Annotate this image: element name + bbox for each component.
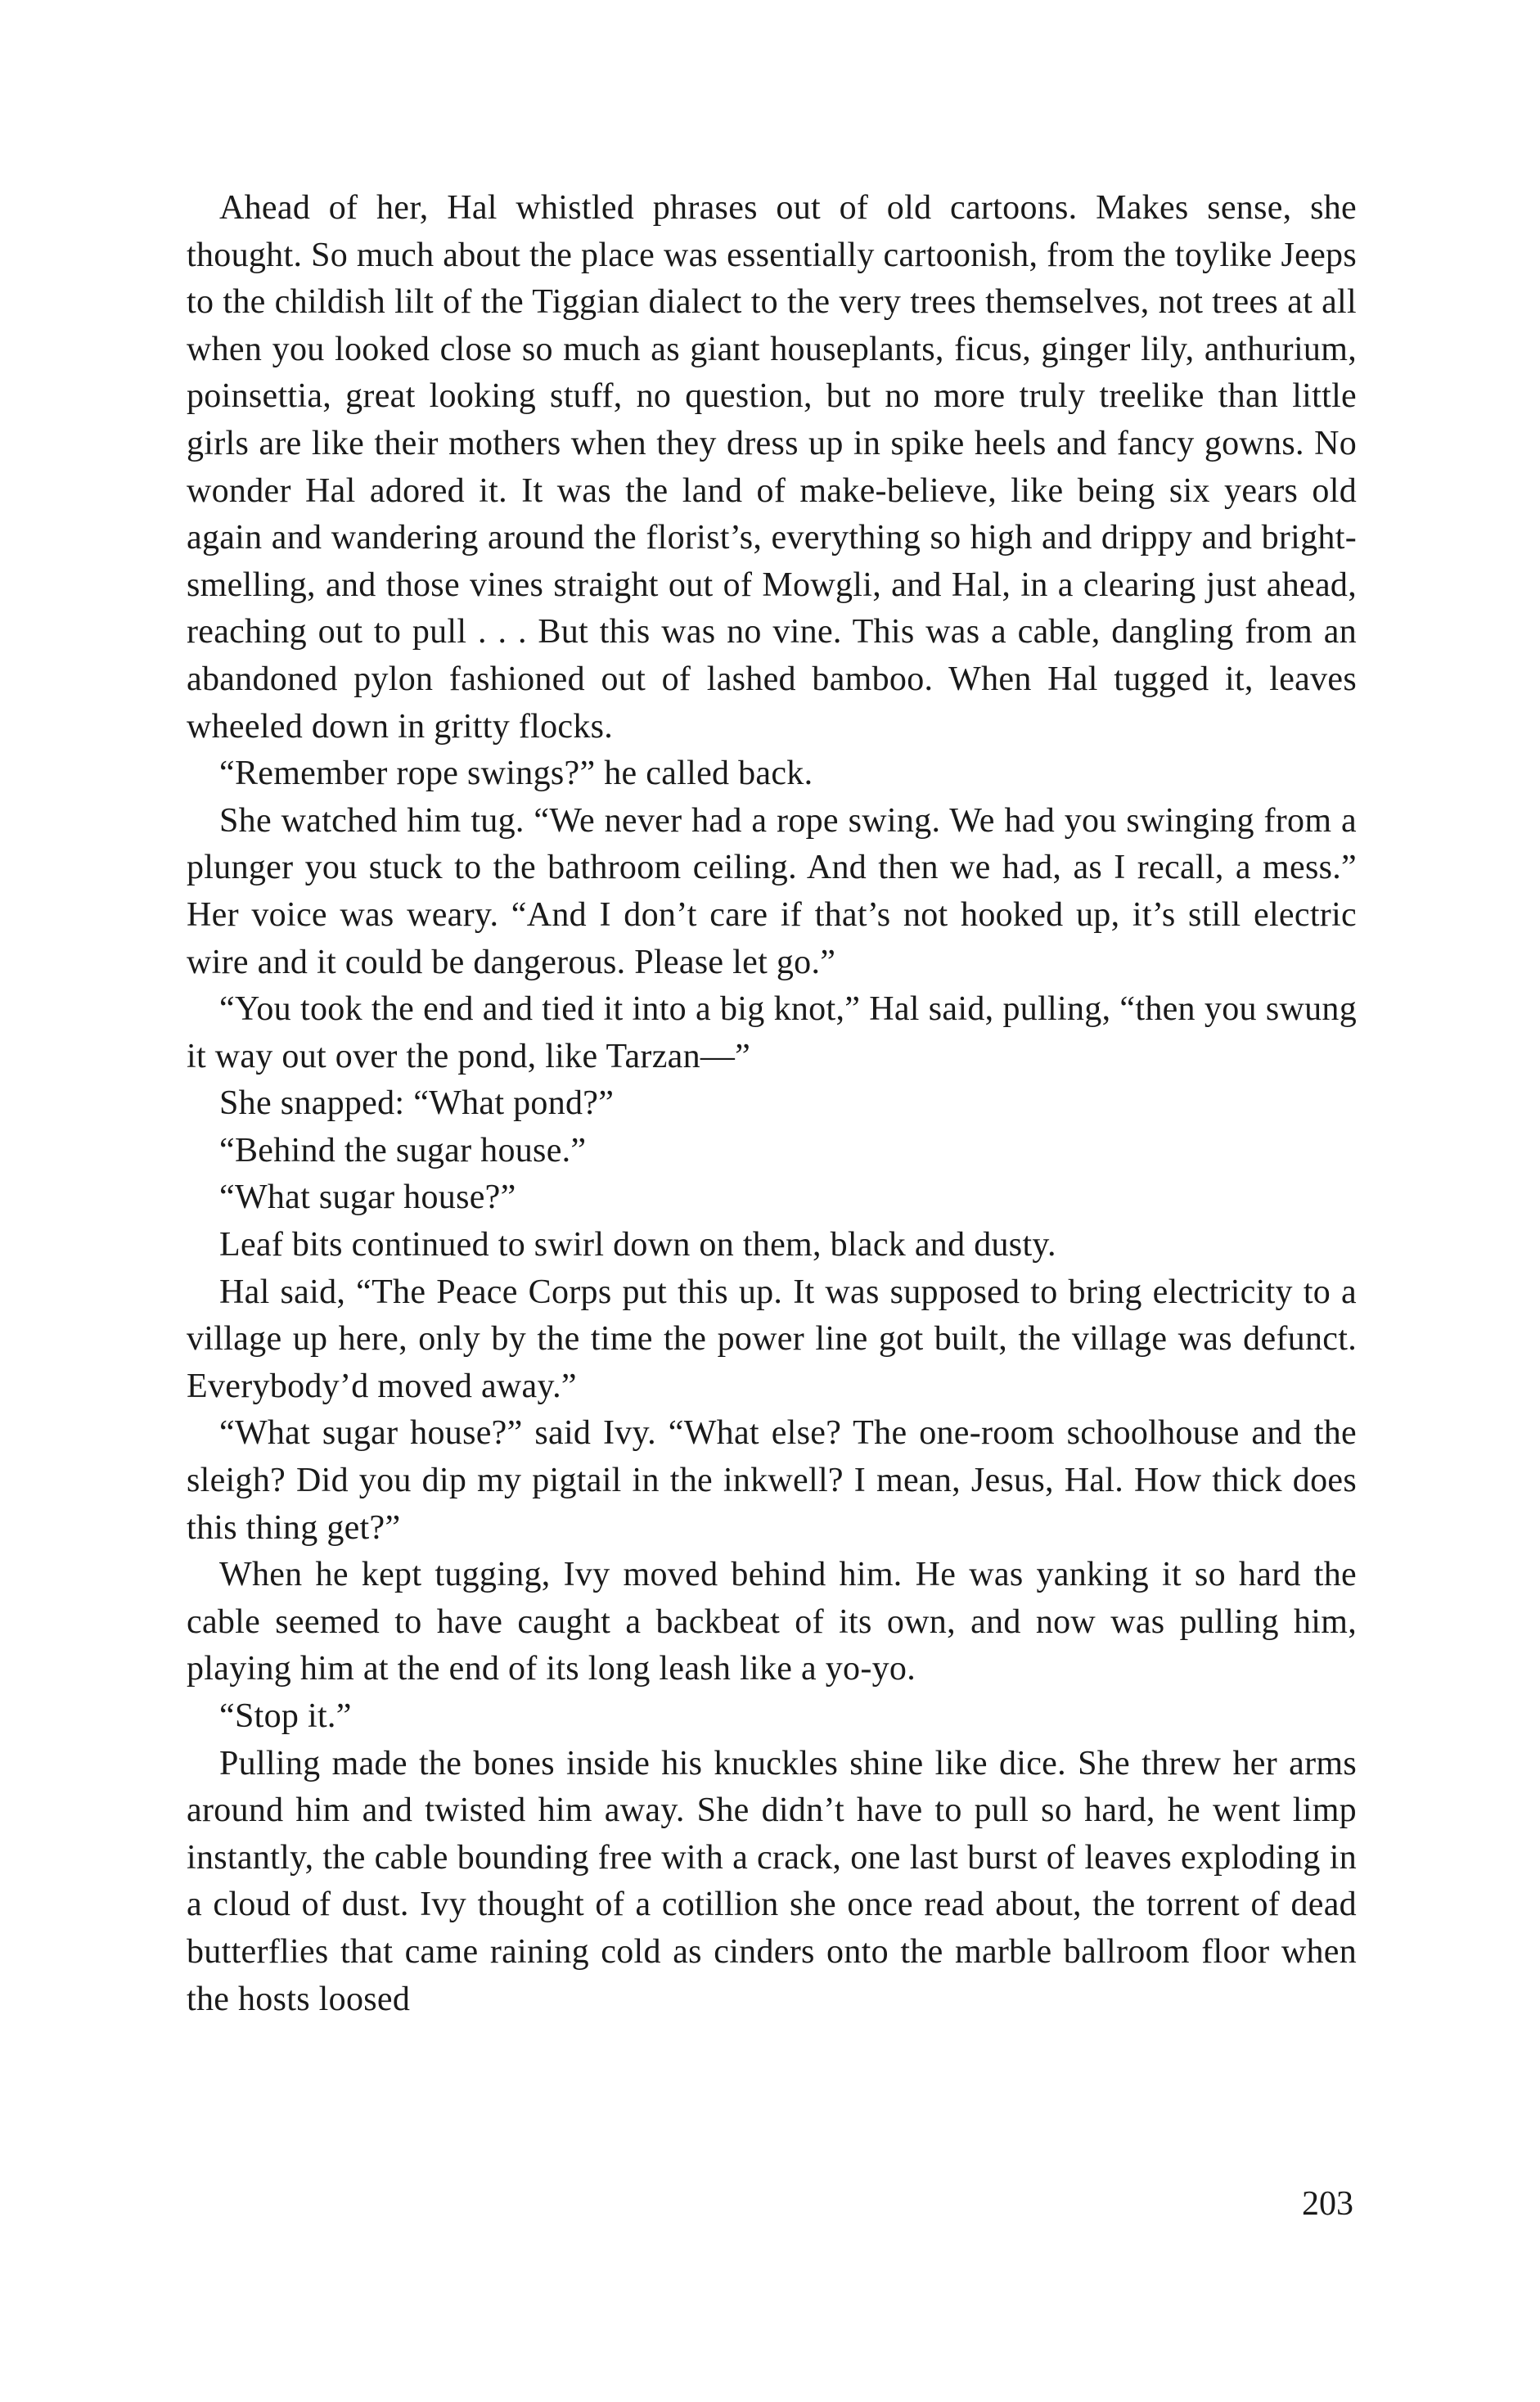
body-text bbox=[187, 185, 1357, 2023]
paragraph: When he kept tugging, Ivy moved behind him. He was yanking it so hard the cable seemed to have caught a backbeat of its own, and now was pulling him, playing him at the end of its long leash like a yo-yo. bbox=[187, 1556, 1357, 1688]
paragraph: Hal said, “The Peace Corps put this up. It was supposed to bring electricity to a village up here, only by the time the power line got built, the village was defunct. Everybody’d moved away.” bbox=[187, 1273, 1357, 1405]
paragraph: “Stop it.” bbox=[219, 1697, 352, 1735]
paragraph: Ahead of her, Hal whistled phrases out of old cartoons. Makes sense, she thought. So much about the place was essentially cartoonish, from the toylike Jeeps to the childish lilt of the Tiggian dialect to the very trees themselves, not trees at all when you looked close so much as giant houseplants, ficus, ginger lily, anthurium, poinsettia, great looking stuff, no question, but no more truly treelike than little girls are like their mothers when they dress up in spike heels and fancy gowns. No wonder Hal adored it. It was the land of make-believe, like being six years old again and wandering around the florist’s, everything so high and drippy and bright-smelling, and those vines straight out of Mowgli, and Hal, in a clearing just ahead, reaching out to pull . . . But this was no vine. This was a cable, dangling from an abandoned pylon fashioned out of lashed bamboo. When Hal tugged it, leaves wheeled down in gritty flocks. bbox=[187, 189, 1357, 746]
paragraph: She watched him tug. “We never had a rope swing. We had you swinging from a plunger you stuck to the bathroom ceiling. And then we had, as I recall, a mess.” Her voice was weary. “And I don’t care if that’s not hooked up, it’s still electric wire and it could be dangerous. Please let go.” bbox=[187, 801, 1357, 981]
paragraph: Pulling made the bones inside his knuckles shine like dice. She threw her arms around him and twisted him away. She didn’t have to pull so hard, he went limp instantly, the cable bounding free with a crack, one last burst of leaves exploding in a cloud of dust. Ivy thought of a cotillion she once read about, the torrent of dead butterflies that came raining cold as cinders onto the marble ballroom floor when the hosts loosed bbox=[187, 1744, 1357, 2018]
paragraph: She snapped: “What pond?” bbox=[219, 1084, 615, 1123]
page-number: 203 bbox=[1302, 2185, 1353, 2223]
paragraph: “What sugar house?” said Ivy. “What else? The one-room schoolhouse and the sleigh? Did you dip my pigtail in the inkwell? I mean, Jesus, Hal. How thick does this thing get?” bbox=[187, 1414, 1357, 1547]
paragraph: “Behind the sugar house.” bbox=[219, 1131, 587, 1169]
paragraph: “What sugar house?” bbox=[219, 1178, 516, 1217]
paragraph: “Remember rope swings?” he called back. bbox=[219, 755, 813, 793]
paragraph: Leaf bits continued to swirl down on them, black and dusty. bbox=[219, 1226, 1056, 1264]
paragraph: “You took the end and tied it into a big knot,” Hal said, pulling, “then you swung it way out over the pond, like Tarzan—” bbox=[187, 990, 1357, 1075]
